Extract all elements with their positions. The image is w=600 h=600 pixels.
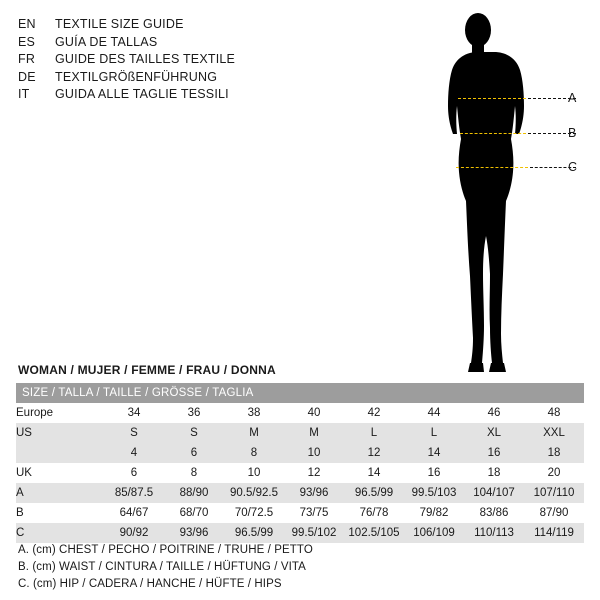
cell: 14 bbox=[404, 443, 464, 463]
language-title: GUIDE DES TAILLES TEXTILE bbox=[55, 52, 236, 66]
cell: 110/113 bbox=[464, 523, 524, 543]
row-label bbox=[16, 443, 104, 463]
cell: 40 bbox=[284, 403, 344, 423]
cell: 114/119 bbox=[524, 523, 584, 543]
legend-line: C. (cm) HIP / CADERA / HANCHE / HÜFTE / HIPS bbox=[18, 578, 282, 590]
cell: 83/86 bbox=[464, 503, 524, 523]
cell: 8 bbox=[224, 443, 284, 463]
cell: 90.5/92.5 bbox=[224, 483, 284, 503]
measure-line-hip-yellow bbox=[456, 167, 528, 168]
cell: 88/90 bbox=[164, 483, 224, 503]
cell: 70/72.5 bbox=[224, 503, 284, 523]
cell: 14 bbox=[344, 463, 404, 483]
cell: 18 bbox=[524, 443, 584, 463]
cell: 102.5/105 bbox=[344, 523, 404, 543]
table-row bbox=[16, 523, 584, 543]
cell: 64/67 bbox=[104, 503, 164, 523]
cell: 10 bbox=[284, 443, 344, 463]
cell: 85/87.5 bbox=[104, 483, 164, 503]
cell: XL bbox=[464, 423, 524, 443]
cell: 48 bbox=[524, 403, 584, 423]
cell: XXL bbox=[524, 423, 584, 443]
cell: 106/109 bbox=[404, 523, 464, 543]
cell: M bbox=[224, 423, 284, 443]
cell: 107/110 bbox=[524, 483, 584, 503]
cell: 90/92 bbox=[104, 523, 164, 543]
cell: 38 bbox=[224, 403, 284, 423]
measure-label-a: A bbox=[568, 91, 577, 105]
table-group-title: WOMAN / MUJER / FEMME / FRAU / DONNA bbox=[18, 363, 276, 377]
table-row bbox=[16, 443, 584, 463]
measure-label-c: C bbox=[568, 160, 578, 174]
language-code: EN bbox=[18, 17, 36, 31]
size-table bbox=[16, 383, 584, 543]
table-row bbox=[16, 483, 584, 503]
cell: 44 bbox=[404, 403, 464, 423]
cell: 99.5/102 bbox=[284, 523, 344, 543]
female-silhouette-figure bbox=[430, 8, 590, 378]
cell: 16 bbox=[464, 443, 524, 463]
language-code: DE bbox=[18, 69, 36, 84]
language-code: ES bbox=[18, 34, 36, 49]
cell: L bbox=[344, 423, 404, 443]
cell: 10 bbox=[224, 463, 284, 483]
cell: 36 bbox=[164, 403, 224, 423]
cell: 46 bbox=[464, 403, 524, 423]
language-row bbox=[18, 52, 348, 70]
cell: L bbox=[404, 423, 464, 443]
measure-line-waist-yellow bbox=[460, 133, 526, 134]
language-row bbox=[18, 35, 348, 53]
table-row bbox=[16, 423, 584, 443]
language-title: GUIDA ALLE TAGLIE TESSILI bbox=[55, 87, 229, 101]
legend-line: B. (cm) WAIST / CINTURA / TAILLE / HÜFTUNG / VITA bbox=[18, 561, 306, 573]
row-label: Europe bbox=[16, 403, 104, 423]
table-row bbox=[16, 503, 584, 523]
language-title: GUÍA DE TALLAS bbox=[55, 34, 158, 49]
table-header-label: SIZE / TALLA / TAILLE / GRÖSSE / TAGLIA bbox=[22, 387, 254, 399]
cell: 4 bbox=[104, 443, 164, 463]
cell: 42 bbox=[344, 403, 404, 423]
cell: 16 bbox=[404, 463, 464, 483]
row-label: UK bbox=[16, 463, 104, 483]
measure-label-b: B bbox=[568, 126, 577, 140]
legend-line: A. (cm) CHEST / PECHO / POITRINE / TRUHE / PETTO bbox=[18, 544, 313, 556]
table-row bbox=[16, 403, 584, 423]
measurement-legend bbox=[18, 544, 578, 595]
cell: 96.5/99 bbox=[344, 483, 404, 503]
table-row bbox=[16, 463, 584, 483]
cell: 68/70 bbox=[164, 503, 224, 523]
cell: 6 bbox=[164, 443, 224, 463]
row-label: A bbox=[16, 483, 104, 503]
cell: 76/78 bbox=[344, 503, 404, 523]
cell: 87/90 bbox=[524, 503, 584, 523]
cell: 99.5/103 bbox=[404, 483, 464, 503]
language-code: IT bbox=[18, 87, 30, 101]
cell: 104/107 bbox=[464, 483, 524, 503]
table-header-row bbox=[16, 383, 584, 403]
cell: S bbox=[104, 423, 164, 443]
cell: 8 bbox=[164, 463, 224, 483]
cell: 79/82 bbox=[404, 503, 464, 523]
row-label: C bbox=[16, 523, 104, 543]
cell: 6 bbox=[104, 463, 164, 483]
language-header bbox=[18, 17, 348, 105]
measure-line-chest-yellow bbox=[458, 98, 526, 99]
cell: 12 bbox=[344, 443, 404, 463]
language-title: TEXTILE SIZE GUIDE bbox=[55, 17, 184, 31]
row-label: B bbox=[16, 503, 104, 523]
cell: 96.5/99 bbox=[224, 523, 284, 543]
cell: 12 bbox=[284, 463, 344, 483]
language-title: TEXTILGRÖßENFÜHRUNG bbox=[55, 69, 218, 84]
language-row bbox=[18, 87, 348, 105]
language-row bbox=[18, 17, 348, 35]
cell: 18 bbox=[464, 463, 524, 483]
cell: 34 bbox=[104, 403, 164, 423]
language-row bbox=[18, 70, 348, 88]
language-code: FR bbox=[18, 52, 36, 66]
cell: 20 bbox=[524, 463, 584, 483]
cell: S bbox=[164, 423, 224, 443]
row-label: US bbox=[16, 423, 104, 443]
cell: 93/96 bbox=[284, 483, 344, 503]
cell: M bbox=[284, 423, 344, 443]
cell: 93/96 bbox=[164, 523, 224, 543]
cell: 73/75 bbox=[284, 503, 344, 523]
body-silhouette-icon bbox=[430, 8, 590, 378]
